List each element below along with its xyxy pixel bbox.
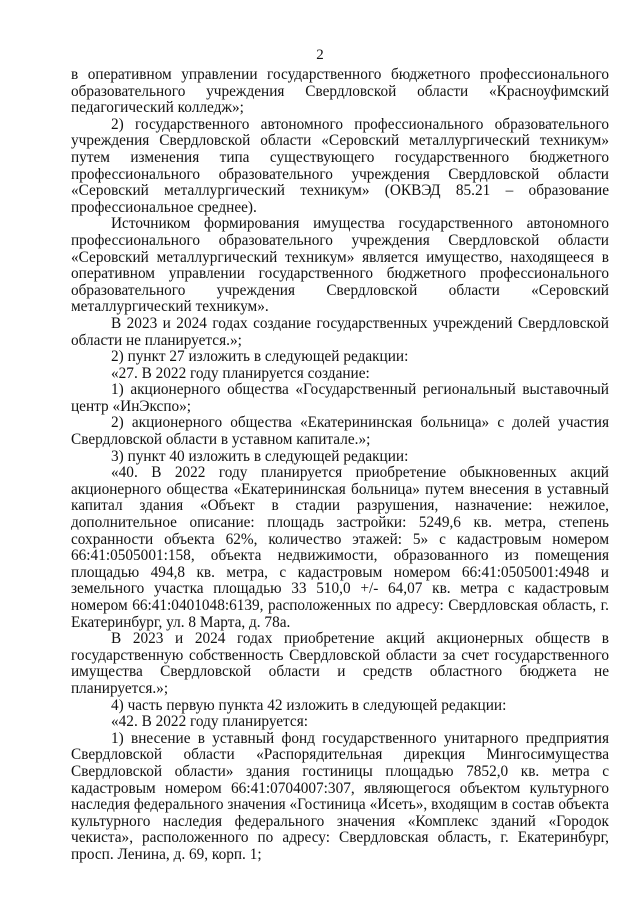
paragraph-continuation: в оперативном управлении государственного бюджетного профессионального образовательного учреждения Свердловской области «Красноуфимский педагогический колледж»;: [71, 66, 609, 117]
document-body: [71, 67, 609, 864]
paragraph-2023-2024-shares: В 2023 и 2024 годах приобретение акций акционерных обществ в государственную собственность Свердловской области за счет государственного имущества Свердловской области и средств областного бюджета не планируется.»;: [71, 630, 609, 697]
paragraph-point-40-text: «40. В 2022 году планируется приобретение обыкновенных акций акционерного общества «Екатерининская больница» путем внесения в уставный капитал здания «Объект в стадии разрушения, назначение: нежилое, дополнительное описание: площадь застройки: 5249,6 кв. метра, степень сохранности объекта 62%, количество этажей: 5» с кадастровым номером 66:41:0505001:158, объекта недвижимости, образованного из помещения площадью 494,8 кв. метра, с кадастровым номером 66:41:0505001:4948 и земельного участка площадью 33 510,0 +/- 64,07 кв. метра с кадастровым номером 66:41:0401048:6139, расположенных по адресу: Свердловская область, г. Екатеринбург, ул. 8 Марта, д. 78а.: [71, 464, 609, 631]
paragraph-item-2-serov: 2) государственного автономного профессионального образовательного учреждения Свердловской области «Серовский металлургический техникум» путем изменения типа существующего государственного бюджетного профессионального образовательного учреждения Свердловской области «Серовский металлургический техникум» (ОКВЭД 85.21 – образование профессиональное среднее).: [71, 115, 609, 216]
paragraph-point-42-instruction: 4) часть первую пункта 42 изложить в следующей редакции:: [111, 696, 507, 714]
paragraph-point-27-instruction: 2) пункт 27 изложить в следующей редакции:: [111, 348, 409, 366]
paragraph-point-42-item-1: 1) внесение в уставный фонд государственного унитарного предприятия Свердловской области «Распорядительная дирекция Мингосимущества Свердловской области» здания гостиницы площадью 7852,0 кв. метра с кадастровым номером 66:41:0704007:307, являющегося объектом культурного наследия федерального значения «Гостиница «Исеть», входящим в состав объекта культурного наследия федерального значения «Комплекс зданий «Городок чекиста», расположенного по адресу: Свердловская область, г. Екатеринбург, просп. Ленина, д. 69, корп. 1;: [71, 729, 609, 863]
paragraph-point-27-heading: «27. В 2022 году планируется создание:: [111, 364, 370, 382]
paragraph-point-27-item-2: 2) акционерного общества «Екатерининская больница» с долей участия Свердловской области в уставном капитале.»;: [71, 414, 609, 449]
paragraph-point-42-heading: «42. В 2022 году планируется:: [111, 713, 309, 731]
paragraph-point-40-instruction: 3) пункт 40 изложить в следующей редакции:: [111, 447, 409, 465]
paragraph-2023-2024-institutions: В 2023 и 2024 годах создание государственных учреждений Свердловской области не планируется.»;: [71, 314, 609, 349]
paragraph-point-27-item-1: 1) акционерного общества «Государственный региональный выставочный центр «ИнЭкспо»;: [71, 381, 609, 415]
paragraph-property-source: Источником формирования имущества государственного автономного профессионального образовательного учреждения Свердловской области «Серовский металлургический техникум» является имущество, находящееся в оперативном управлении государственного бюджетного профессионального образовательного учреждения Свердловской области «Серовский металлургический техникум».: [71, 215, 609, 316]
page-number: 2: [316, 47, 324, 63]
